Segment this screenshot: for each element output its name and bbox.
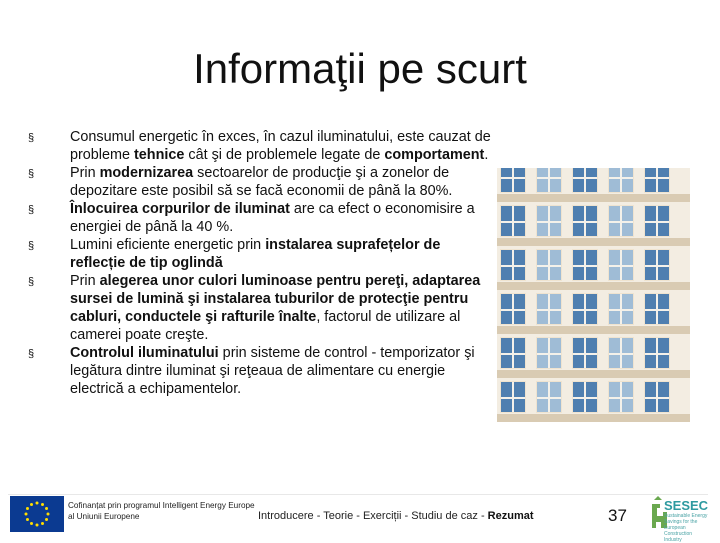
bullet-bold-run: comportament — [384, 147, 485, 163]
window-transom — [609, 177, 633, 179]
window-transom — [537, 221, 561, 223]
funding-line-1: Cofinanțat prin programul Intelligent Energy Europe — [68, 501, 255, 510]
bullet-run: sectoarelor de producţie şi a zonelor de depozitare este posibil să se facă economii de până la 80%. — [70, 165, 453, 199]
floor-ledge — [497, 370, 690, 378]
bullet-run: . — [484, 147, 489, 163]
bullet-text — [70, 236, 498, 272]
floor-ledge — [497, 414, 690, 422]
bullet-item — [28, 128, 498, 164]
page-number: 37 — [608, 506, 627, 525]
bullet-list — [28, 128, 498, 398]
eu-star — [30, 522, 33, 525]
floor-ledge — [497, 194, 690, 202]
window-mullion — [548, 168, 550, 192]
bullet-marker: § — [28, 276, 35, 288]
window-transom — [645, 397, 669, 399]
window-transom — [537, 309, 561, 311]
window-transom — [573, 353, 597, 355]
eu-star — [26, 518, 29, 521]
window-transom — [537, 177, 561, 179]
window-transom — [609, 265, 633, 267]
sesec-logo-text: SESEC — [664, 498, 709, 513]
bullet-item — [28, 272, 498, 344]
eu-star — [36, 502, 39, 505]
window-transom — [645, 177, 669, 179]
window-transom — [573, 265, 597, 267]
window-transom — [645, 353, 669, 355]
bullet-text — [70, 272, 498, 344]
bullet-text — [70, 344, 498, 398]
bullet-item — [28, 236, 498, 272]
window-transom — [501, 353, 525, 355]
window-transom — [501, 309, 525, 311]
eu-star — [25, 513, 28, 516]
footer-divider — [8, 494, 708, 495]
bullet-run: Prin — [70, 165, 100, 181]
nav-sections[interactable]: Introducere - Teorie - Exerciții - Studiu de caz - — [258, 510, 488, 522]
bullet-text — [70, 164, 498, 200]
bullet-marker: § — [28, 240, 35, 252]
bullet-item — [28, 344, 498, 398]
window-transom — [501, 177, 525, 179]
window-mullion — [620, 168, 622, 192]
window-mullion — [656, 168, 658, 192]
bullet-bold-run: instalarea suprafețelor de reflecție de tip oglindă — [70, 237, 441, 271]
bullet-item — [28, 200, 498, 236]
bullet-marker: § — [28, 204, 35, 216]
eu-star — [30, 503, 33, 506]
eu-star — [26, 507, 29, 510]
bullet-marker: § — [28, 348, 35, 360]
bullet-bold-run: Controlul iluminatului — [70, 345, 219, 361]
window-transom — [645, 265, 669, 267]
eu-star — [36, 524, 39, 527]
bullet-run: are ca efect o economisire a energiei de până la 40 %. — [70, 201, 475, 235]
bullet-run: prin sisteme de control - temporizator şi legătura dintre iluminat şi reţeaua de alimentare cu energie electrică a echipamentelor. — [70, 345, 475, 397]
bullet-run: Prin — [70, 273, 100, 289]
window-transom — [573, 309, 597, 311]
window-transom — [609, 397, 633, 399]
window-transom — [609, 309, 633, 311]
window-mullion — [512, 168, 514, 192]
floor-ledge — [497, 326, 690, 334]
section-navigation — [258, 509, 534, 523]
floor-ledge — [497, 238, 690, 246]
window-transom — [645, 221, 669, 223]
bullet-marker: § — [28, 168, 35, 180]
window-transom — [501, 397, 525, 399]
eu-star — [45, 507, 48, 510]
eu-star — [47, 513, 50, 516]
bullet-text — [70, 128, 498, 164]
eu-flag-icon — [10, 496, 64, 532]
window-transom — [573, 397, 597, 399]
window-transom — [573, 177, 597, 179]
bullet-bold-run: modernizarea — [99, 165, 194, 181]
window-transom — [645, 309, 669, 311]
window-transom — [573, 221, 597, 223]
window-mullion — [584, 168, 586, 192]
bullet-bold-run: alegerea unor culori luminoase pentru pereţi, adaptarea sursei de lumină şi instalarea tuburilor de protecţie pentru cabluri, conductele şi rafturile înalte — [70, 273, 481, 325]
window-transom — [501, 265, 525, 267]
bullet-item — [28, 164, 498, 200]
nav-current-section[interactable]: Rezumat — [487, 510, 534, 522]
bullet-bold-run: Înlocuirea corpurilor de iluminat — [70, 201, 290, 217]
bullet-text — [70, 200, 498, 236]
window-transom — [537, 353, 561, 355]
bullet-run: Consumul energetic în exces, în cazul iluminatului, este cauzat de probleme — [70, 129, 491, 163]
window-transom — [537, 397, 561, 399]
bullet-run: Lumini eficiente energetic prin — [70, 237, 266, 253]
window-transom — [501, 221, 525, 223]
funding-line-2: al Uniunii Europene — [68, 512, 140, 521]
bullet-run: cât şi de problemele legate de — [184, 147, 385, 163]
eu-star — [41, 503, 44, 506]
window-transom — [609, 221, 633, 223]
window-transom — [609, 353, 633, 355]
slide-title: Informaţii pe scurt — [193, 45, 527, 92]
bullet-run: , factorul de utilizare al camerei poate creşte. — [70, 309, 461, 343]
sesec-logo-subtitle: Sustainable Energy Savings for the European Construction Industry — [664, 513, 708, 543]
floor-ledge — [497, 282, 690, 290]
eu-star — [41, 522, 44, 525]
eu-star — [45, 518, 48, 521]
building-photo — [497, 168, 690, 422]
bullet-marker: § — [28, 132, 35, 144]
building-floors — [497, 168, 690, 422]
window-transom — [537, 265, 561, 267]
bullet-bold-run: tehnice — [134, 147, 185, 163]
